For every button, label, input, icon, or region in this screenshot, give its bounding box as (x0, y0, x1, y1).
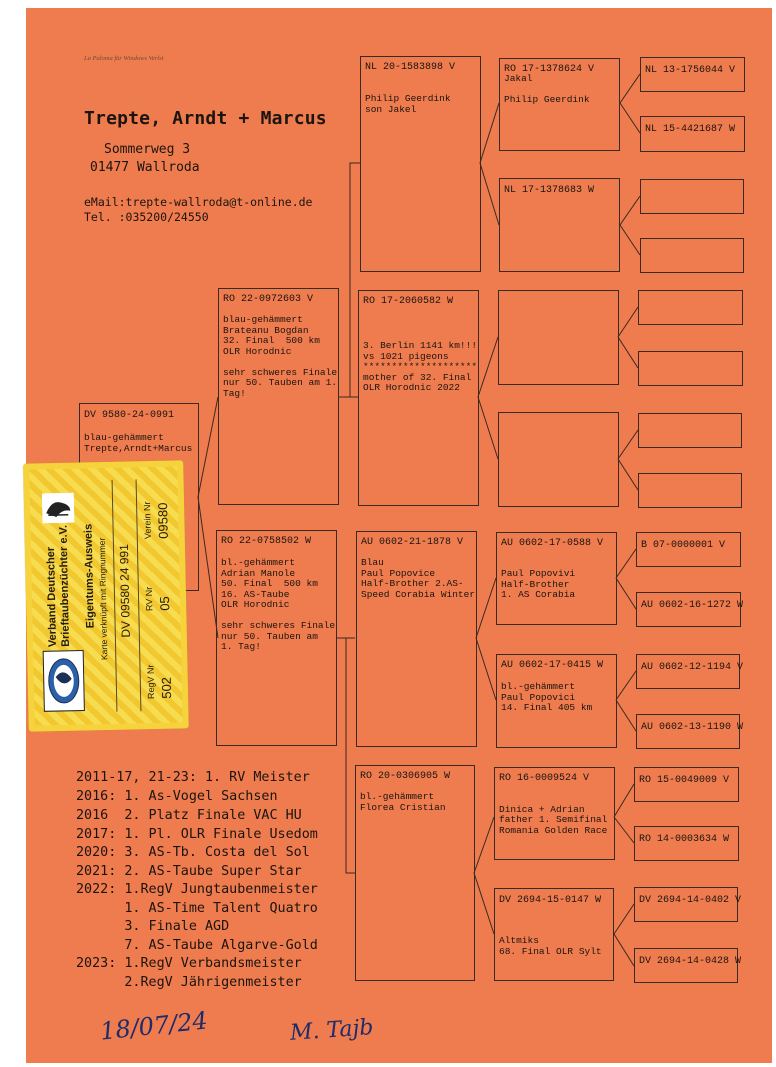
card-verein-value: 09580 (155, 502, 171, 539)
achievement-line: 2022: 1.RegV Jungtaubenmeister (76, 882, 318, 897)
achievement-line: 2011-17, 21-23: 1. RV Meister (76, 770, 310, 785)
association-logo-icon (41, 648, 86, 713)
great-grandparent-box (498, 290, 619, 385)
gg-grandparent-box (638, 413, 742, 448)
grandparent-ring: RO 20-0306905 W (360, 771, 451, 782)
achievement-line: 2.RegV Jährigenmeister (76, 975, 302, 990)
grandparent-box (355, 765, 475, 981)
gg-grandparent-box (634, 826, 739, 861)
dam-notes: bl.-gehämmert Adrian Manole 50. Final 500 km 16. AS-Taube OLR Horodnic sehr schweres Finale nur 50. Tauben am 1. Tag! (221, 557, 336, 652)
sire-box (218, 288, 339, 505)
dam-ring: RO 22-0758502 W (221, 536, 312, 547)
great-grandparent-ring: AU 0602-17-0588 V (501, 538, 604, 549)
handwritten-date: 18/07/24 (98, 1006, 209, 1046)
grandparent-notes: bl.-gehämmert Florea Cristian (360, 791, 446, 813)
achievement-line: 7. AS-Taube Algarve-Gold (76, 938, 318, 953)
achievement-line: 2020: 3. AS-Tb. Costa del Sol (76, 845, 310, 860)
card-ring-number: DV 09580 24 991 (116, 544, 133, 638)
great-grandparent-notes: Jakal Philip Geerdink (504, 73, 590, 105)
gg-grandparent-ring: DV 2694-14-0428 W (639, 956, 742, 967)
owner-street: Sommerweg 3 (104, 142, 191, 157)
gg-grandparent-ring: AU 0602-16-1272 W (641, 600, 744, 611)
gg-grandparent-box (638, 290, 743, 325)
pigeon-icon (42, 493, 75, 524)
gg-grandparent-ring: RO 15-0049009 V (639, 775, 730, 786)
gg-grandparent-box (636, 532, 741, 567)
gg-grandparent-box (640, 57, 745, 92)
owner-email: eMail:trepte-wallroda@t-online.de (84, 195, 313, 209)
grandparent-ring: AU 0602-21-1878 V (361, 537, 464, 548)
card-regv-value: 502 (158, 676, 175, 699)
achievement-line: 2016 2. Platz Finale VAC HU (76, 808, 302, 823)
great-grandparent-box (496, 654, 617, 748)
great-grandparent-ring: RO 17-1378624 V (504, 64, 595, 75)
gg-grandparent-box (638, 473, 742, 508)
achievement-line: 2017: 1. Pl. OLR Finale Usedom (76, 827, 318, 842)
gg-grandparent-box (640, 116, 745, 152)
card-title: Eigentums-Ausweis (82, 523, 97, 629)
gg-grandparent-box (634, 948, 742, 983)
gg-grandparent-ring: RO 14-0003634 W (639, 834, 730, 845)
achievement-line: 2016: 1. As-Vogel Sachsen (76, 789, 278, 804)
great-grandparent-ring: AU 0602-17-0415 W (501, 660, 604, 671)
owner-name: Trepte, Arndt + Marcus (84, 108, 327, 129)
card-org-line2: Brieftaubenzüchter e.V. (57, 524, 73, 647)
gg-grandparent-ring: NL 13-1756044 V (645, 65, 736, 76)
gg-grandparent-ring: B 07-0000001 V (641, 540, 726, 551)
achievement-line: 3. Finale AGD (76, 919, 230, 934)
card-rv-value: 05 (157, 596, 173, 611)
great-grandparent-box (494, 767, 615, 860)
gg-grandparent-box (634, 887, 742, 922)
card-divider (136, 479, 142, 711)
grandparent-notes: Blau Paul Popovice Half-Brother 2.AS- Speed Corabia Winter (361, 557, 476, 600)
gg-grandparent-ring: DV 2694-14-0402 V (639, 895, 742, 906)
achievement-line: 2021: 2. AS-Taube Super Star (76, 864, 302, 879)
grandparent-box (356, 531, 477, 747)
gg-grandparent-box (640, 238, 744, 273)
great-grandparent-box (496, 532, 617, 625)
card-rv-label: RV Nr (143, 586, 155, 612)
card-regv-label: RegV Nr (145, 664, 157, 700)
card-verein-label: Verein Nr (142, 501, 153, 540)
grandparent-ring: NL 20-1583898 V (365, 62, 456, 73)
grandparent-box (360, 56, 481, 272)
great-grandparent-box (499, 178, 620, 272)
grandparent-notes: 3. Berlin 1141 km!!! vs 1021 pigeons ******************** mother of 32. Final OLR Horodnic 2022 (363, 340, 478, 393)
great-grandparent-ring: NL 17-1378683 W (504, 185, 595, 196)
subject-notes: blau-gehämmert Trepte,Arndt+Marcus (84, 432, 193, 454)
great-grandparent-box (498, 412, 619, 507)
great-grandparent-notes: Dinica + Adrian father 1. Semifinal Romania Golden Race (499, 803, 608, 836)
great-grandparent-box (494, 888, 614, 981)
gg-grandparent-box (638, 351, 743, 386)
achievement-line: 2023: 1.RegV Verbandsmeister (76, 956, 302, 971)
great-grandparent-ring: DV 2694-15-0147 W (499, 895, 602, 906)
great-grandparent-ring: RO 16-0009524 V (499, 773, 590, 784)
gg-grandparent-box (634, 767, 739, 802)
owner-city: 01477 Wallroda (90, 160, 200, 175)
sire-notes: blau-gehämmert Brateanu Bogdan 32. Final 500 km OLR Horodnic sehr schweres Finale nur 50. Tauben am 1. Tag! (223, 314, 338, 399)
gg-grandparent-ring: NL 15-4421687 W (645, 124, 736, 135)
handwritten-signature: M. Tajb (289, 1015, 375, 1046)
gg-grandparent-box (636, 592, 744, 627)
sire-ring: RO 22-0972603 V (223, 294, 314, 305)
owner-phone: Tel. :035200/24550 (84, 210, 209, 224)
great-grandparent-notes: Paul Popovivi Half-Brother 1. AS Corabia (501, 568, 576, 600)
ownership-card (23, 460, 189, 731)
gg-grandparent-ring: AU 0602-13-1190 W (641, 722, 744, 733)
great-grandparent-notes: Altmiks 68. Final OLR Sylt (499, 935, 602, 957)
card-subtitle: Karte verknüpft mit Ringnummer (96, 537, 110, 661)
great-grandparent-box (499, 58, 620, 151)
software-note: La Paloma für Windows Verlst (84, 55, 164, 62)
gg-grandparent-ring: AU 0602-12-1194 V (641, 662, 744, 673)
grandparent-box (358, 290, 479, 506)
subject-ring: DV 9580-24-0991 (84, 410, 175, 421)
achievement-line: 1. AS-Time Talent Quatro (76, 901, 318, 916)
dam-box (216, 530, 337, 746)
gg-grandparent-box (636, 714, 744, 749)
gg-grandparent-box (640, 179, 744, 214)
grandparent-ring: RO 17-2060582 W (363, 296, 454, 307)
card-org-line1: Verband Deutscher (44, 546, 60, 648)
grandparent-notes: Philip Geerdink son Jakel (365, 93, 451, 115)
card-divider (112, 480, 118, 712)
great-grandparent-notes: bl.-gehämmert Paul Popovici 14. Final 405 km (501, 681, 593, 713)
gg-grandparent-box (636, 654, 744, 689)
